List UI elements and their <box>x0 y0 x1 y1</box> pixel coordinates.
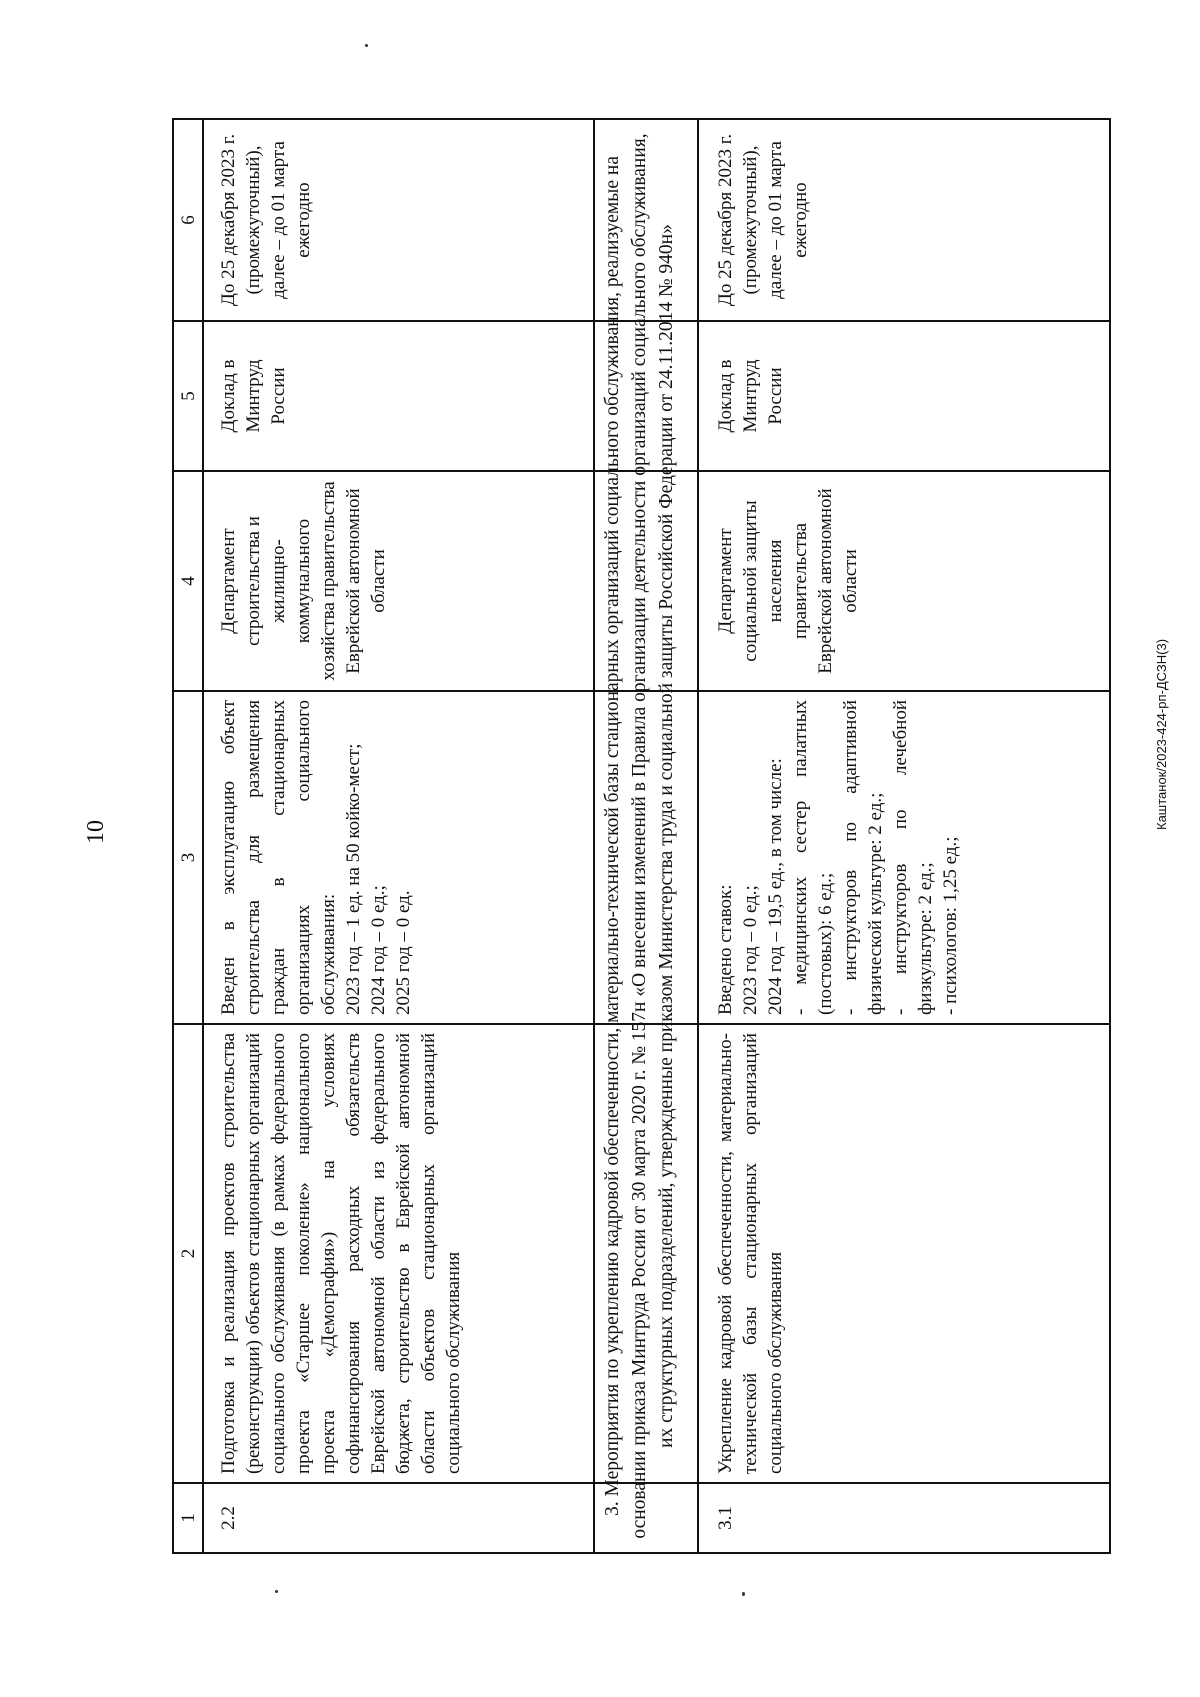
header-cell-6: 6 <box>177 215 199 225</box>
row-3-1-number: 3.1 <box>715 1506 736 1530</box>
result-line: 2024 год – 19,5 ед., в том числе: <box>765 758 786 1015</box>
header-cell-4: 4 <box>177 576 199 586</box>
header-cell-1: 1 <box>177 1513 199 1523</box>
result-line: - медицинских сестер палатных (постовых): 6 ед.; <box>790 700 836 1015</box>
row-3-1-result-lines <box>699 692 1109 1023</box>
row-3-1-deadline: До 25 декабря 2023 г. (промежуточный), далее – до 01 марта ежегодно <box>715 133 811 307</box>
row-2-2-number: 2.2 <box>218 1506 239 1530</box>
table-border <box>172 1552 1111 1554</box>
document-code-wrap <box>1150 410 1172 830</box>
result-line: 2025 год – 0 ед. <box>393 890 414 1015</box>
header-cell-5: 5 <box>177 391 199 401</box>
page-number: 10 <box>82 820 109 844</box>
table-border <box>1109 118 1111 1554</box>
header-cell-2: 2 <box>177 1248 199 1259</box>
result-line: 2023 год – 1 ед. на 50 койко-мест; <box>343 743 364 1015</box>
row-3-1-activity: Укрепление кадровой обеспеченности, материально-технической базы стационарных организаций социального обслуживания <box>715 1033 786 1474</box>
row-3-1-report: Доклад в Минтруд России <box>715 359 786 433</box>
scan-speck <box>365 44 368 47</box>
row-3-1-responsible: Департамент социальной защиты населения правительства Еврейской автономной области <box>715 488 861 674</box>
row-2-2-result <box>204 692 593 1023</box>
header-cell-3: 3 <box>177 852 199 863</box>
row-2-2-responsible: Департамент строительства и жилищно-коммунального хозяйства правительства Еврейской автономной области <box>218 481 389 681</box>
scan-speck <box>742 1592 745 1596</box>
section-3-title: 3. Мероприятия по укреплению кадровой обеспеченности, материально-технической базы стационарных организаций социального обслуживания, реализуемые на основании приказа Минтруда России от 30 марта 2020 г. № 157н «О внесении изменений в Правила организации деятельности организаций социального обслуживания, их структурных подразделений, утвержденные приказом Министерства труда и социальной защиты Российской Федерации от 24.11.2014 № 940н» <box>602 133 677 1539</box>
row-2-2-result-lines <box>204 692 593 1023</box>
plan-table <box>172 118 1111 1554</box>
result-line: Введен в эксплуатацию объект строительства для размещения граждан в стационарных организациях социального обслуживания: <box>218 700 339 1015</box>
result-line: 2023 год – 0 ед.; <box>740 885 761 1015</box>
row-3-1-result <box>699 692 1109 1023</box>
document-code: Каштанок/2023-424-рп-ДСЗН(3) <box>1153 638 1169 830</box>
scan-speck <box>275 1590 278 1593</box>
result-line: 2024 год – 0 ед.; <box>368 885 389 1015</box>
result-line: - психологов: 1,25 ед.; <box>940 836 961 1015</box>
result-line: - инструкторов по адаптивной физической культуре: 2 ед.; <box>840 700 886 1015</box>
row-2-2-report: Доклад в Минтруд России <box>218 359 289 433</box>
result-line: - инструкторов по лечебной физкультуре: 2 ед.; <box>890 700 936 1015</box>
row-2-2-deadline: До 25 декабря 2023 г. (промежуточный), далее – до 01 марта ежегодно <box>218 133 314 307</box>
row-2-2-activity: Подготовка и реализация проектов строительства (реконструкции) объектов стационарных организаций социального обслуживания (в рамках федерального проекта «Старшее поколение» национального проекта «Демография») на условиях софинансирования расходных обязательств Еврейской автономной области из федерального бюджета, строительство в Еврейской автономной области объектов стационарных организаций социального обслуживания <box>218 1033 464 1474</box>
result-line: Введено ставок: <box>715 884 736 1015</box>
